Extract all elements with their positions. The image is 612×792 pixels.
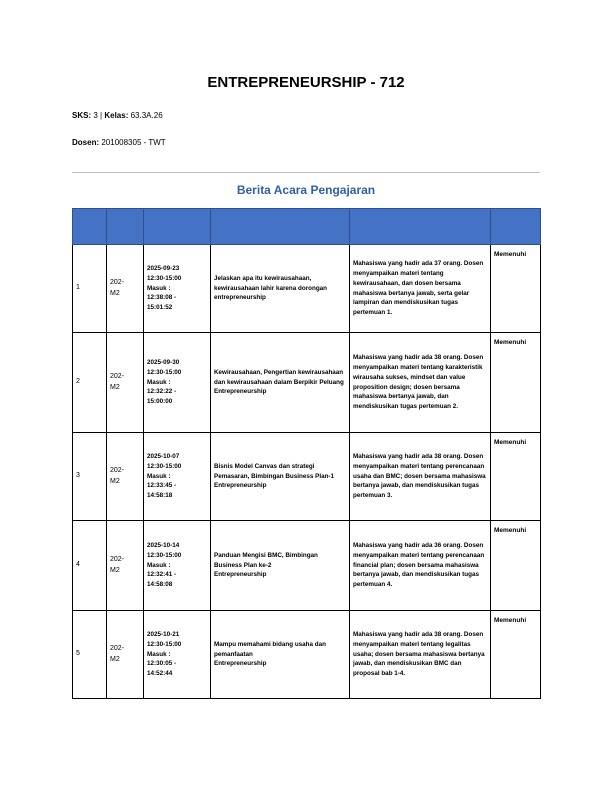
description-cell: Mahasiswa yang hadir ada 38 orang. Dosen menyampaikan materi tentang karakteristik wirausaha sukses, mindset dan value proposition design; dosen bersama mahasiswa bertanya jawab, dan mendiskusikan tugas pertemuan 2.	[350, 333, 491, 433]
date-cell: 2025-09-30 12:30-15:00 Masuk : 12:32:22 - 15:00:00	[144, 333, 211, 433]
status-cell: Memenuhi	[491, 611, 541, 699]
row-number: 1	[73, 245, 107, 333]
table-row	[73, 333, 541, 433]
sks-label: SKS:	[72, 111, 92, 120]
course-info	[72, 111, 163, 120]
date-cell: 2025-10-21 12:30-15:00 Masuk : 12:30:05 - 14:52:44	[144, 611, 211, 699]
kelas-value: 63.3A.26	[130, 111, 163, 120]
date-cell: 2025-10-07 12:30-15:00 Masuk : 12:33:45 - 14:58:18	[144, 433, 211, 521]
description-cell: Mahasiswa yang hadir ada 36 orang. Dosen menyampaikan materi tentang perencanaan financial plan; dosen bersama mahasiswa bertanya jawab, dan mendiskusikan tugas pertemuan 4.	[350, 521, 491, 611]
row-number: 4	[73, 521, 107, 611]
divider	[72, 172, 540, 173]
header-cell	[107, 209, 144, 245]
lecturer-info	[72, 138, 166, 147]
room-cell: 202- M2	[107, 611, 144, 699]
material-cell: Mampu memahami bidang usaha dan pemanfaatan Entrepreneurship	[211, 611, 350, 699]
room-cell: 202- M2	[107, 333, 144, 433]
header-cell	[211, 209, 350, 245]
room-cell: 202- M2	[107, 521, 144, 611]
row-number: 3	[73, 433, 107, 521]
header-cell	[350, 209, 491, 245]
page-title: ENTREPRENEURSHIP - 712	[207, 74, 405, 91]
status-cell: Memenuhi	[491, 433, 541, 521]
table-row	[73, 433, 541, 521]
section-title: Berita Acara Pengajaran	[236, 183, 376, 197]
row-number: 5	[73, 611, 107, 699]
header-cell	[73, 209, 107, 245]
teaching-record-table	[72, 208, 541, 699]
status-cell: Memenuhi	[491, 245, 541, 333]
date-cell: 2025-09-23 12:30-15:00 Masuk : 12:38:08 - 15:01:52	[144, 245, 211, 333]
table-row	[73, 245, 541, 333]
description-cell: Mahasiswa yang hadir ada 38 orang. Dosen menyampaikan materi tentang perencanaan usaha dan BMC; dosen bersama mahasiswa bertanya jawab, dan mendiskusikan tugas pertemuan 3.	[350, 433, 491, 521]
table-header-row	[73, 209, 541, 245]
row-number: 2	[73, 333, 107, 433]
status-cell: Memenuhi	[491, 521, 541, 611]
dosen-label: Dosen:	[72, 138, 100, 147]
info-separator: |	[100, 111, 103, 120]
description-cell: Mahasiswa yang hadir ada 37 orang. Dosen menyampaikan materi tentang kewirausahaan, dan dosen bersama mahasiswa bertanya jawab, serta gelar lampiran dan mendiskusikan tugas pertemuan 1.	[350, 245, 491, 333]
table-row	[73, 611, 541, 699]
dosen-value: 201008305 - TWT	[101, 138, 166, 147]
material-cell: Bisnis Model Canvas dan strategi Pemasaran, Bimbingan Business Plan-1 Entrepreneurship	[211, 433, 350, 521]
header-cell	[491, 209, 541, 245]
material-cell: Panduan Mengisi BMC, Bimbingan Business Plan ke-2 Entrepreneurship	[211, 521, 350, 611]
room-cell: 202- M2	[107, 245, 144, 333]
sks-value: 3	[93, 111, 98, 120]
material-cell: Kewirausahaan, Pengertian kewirausahaan dan kewirausahaan dalam Berpikir Peluang Entrepreneurship	[211, 333, 350, 433]
material-cell: Jelaskan apa itu kewirausahaan, kewirausahaan lahir karena dorongan entrepreneurship	[211, 245, 350, 333]
date-cell: 2025-10-14 12:30-15:00 Masuk : 12:32:41 - 14:58:08	[144, 521, 211, 611]
kelas-label: Kelas:	[104, 111, 129, 120]
room-cell: 202- M2	[107, 433, 144, 521]
description-cell: Mahasiswa yang hadir ada 38 orang. Dosen menyampaikan materi tentang legalitas usaha; dosen bersama mahasiswa bertanya jawab, dan mendiskusikan BMC dan proposal bab 1-4.	[350, 611, 491, 699]
status-cell: Memenuhi	[491, 333, 541, 433]
table-row	[73, 521, 541, 611]
header-cell	[144, 209, 211, 245]
